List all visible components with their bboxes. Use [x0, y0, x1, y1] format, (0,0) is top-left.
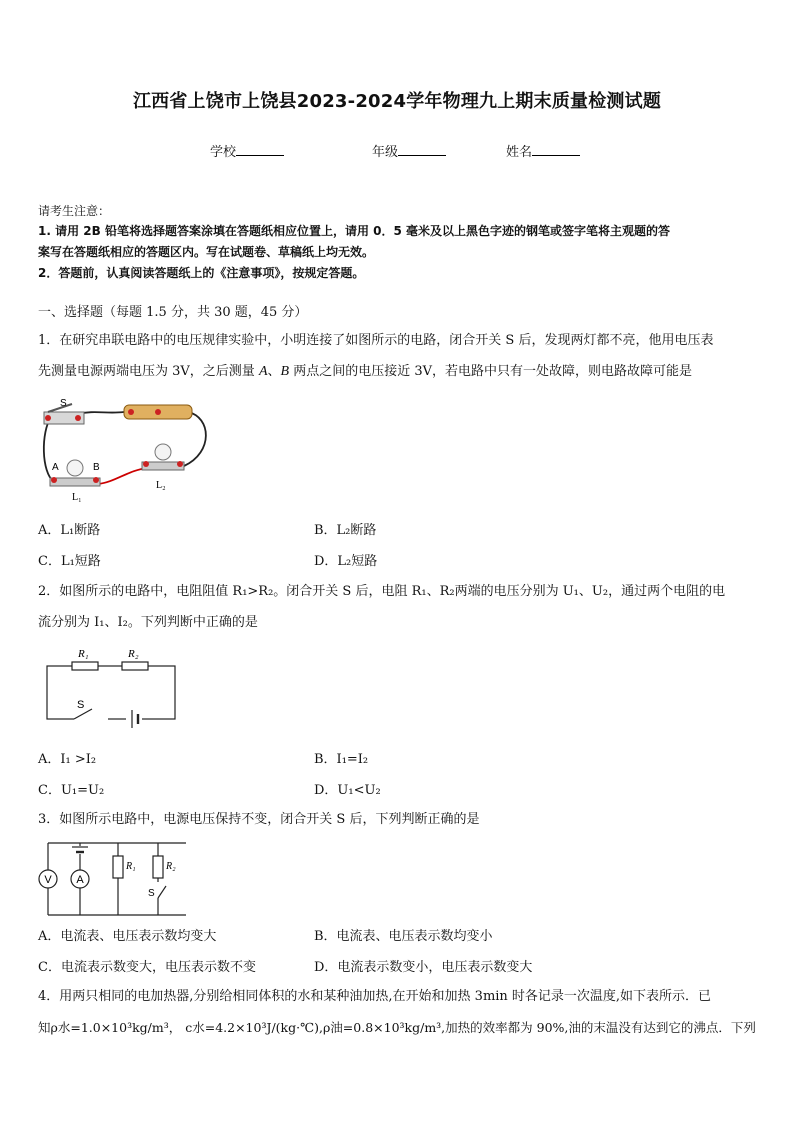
q3-fig-label-r2: R₂: [166, 861, 176, 872]
q1-option-a[interactable]: A．L₁断路: [38, 523, 101, 538]
q4-line2: 知ρ水=1.0×10³kg/m³， c水=4.2×10³J/(kg·℃),ρ油=0.8×10³kg/m³,加热的效率都为 90%,油的末温没有达到它的沸点．下列: [38, 1020, 756, 1035]
q3-line1: 3．如图所示电路中，电源电压保持不变，闭合开关 S 后，下列判断正确的是: [38, 812, 480, 827]
q2-option-d[interactable]: D．U₁<U₂: [314, 783, 381, 798]
q3-option-b[interactable]: B．电流表、电压表示数均变小: [314, 929, 493, 944]
name-label: 姓名: [506, 145, 533, 160]
notice-heading: 请考生注意：: [38, 204, 111, 218]
q3-option-c[interactable]: C．电流表示数变大，电压表示数不变: [38, 960, 256, 975]
q1-line2: 先测量电源两端电压为 3V，之后测量 A、B 两点之间的电压接近 3V，若电路中只有一处故障，则电路故障可能是: [38, 364, 693, 379]
q3-fig-ammeter: A: [76, 874, 84, 886]
grade-label: 年级: [372, 145, 399, 160]
q2-option-b[interactable]: B．I₁=I₂: [314, 752, 369, 767]
q2-option-a[interactable]: A．I₁ >I₂: [38, 752, 97, 767]
q1-line1: 1．在研究串联电路中的电压规律实验中，小明连接了如图所示的电路，闭合开关 S 后，发现两灯都不亮，他用电压表: [38, 333, 714, 348]
page-title: 江西省上饶市上饶县2023-2024学年物理九上期末质量检测试题: [132, 91, 662, 112]
q1-fig-label-l2: L₂: [156, 480, 166, 491]
q3-circuit-figure: [36, 836, 192, 920]
school-label: 学校: [210, 145, 237, 160]
q2-fig-label-s: S: [77, 699, 85, 711]
q2-option-c[interactable]: C．U₁=U₂: [38, 783, 105, 798]
section-heading: 一、选择题（每题 1.5 分，共 30 题，45 分）: [38, 305, 308, 320]
q1-circuit-figure: [36, 392, 216, 504]
name-field: [506, 141, 580, 160]
notice-item-2: 2．答题前，认真阅读答题纸上的《注意事项》，按规定答题。: [38, 266, 365, 280]
q2-fig-label-r2: R₂: [128, 648, 139, 660]
school-field: [210, 141, 284, 160]
notice-item-1b: 案写在答题纸相应的答题区内。写在试题卷、草稿纸上均无效。: [38, 245, 375, 259]
q3-fig-label-s: S: [148, 888, 155, 899]
q1-option-d[interactable]: D．L₂短路: [314, 554, 378, 569]
q3-option-a[interactable]: A．电流表、电压表示数均变大: [38, 929, 217, 944]
q3-fig-label-r1: R₁: [126, 861, 136, 872]
name-blank: [532, 143, 580, 156]
q3-option-d[interactable]: D．电流表示数变小，电压表示数变大: [314, 960, 533, 975]
notice-item-1a: 1. 请用 2B 铅笔将选择题答案涂填在答题纸相应位置上，请用 0．5 毫米及以上黑色字迹的钢笔或签字笔将主观题的答: [38, 224, 670, 238]
grade-blank: [398, 143, 446, 156]
q1-fig-label-a: A: [52, 462, 59, 473]
q1-option-b[interactable]: B．L₂断路: [314, 523, 377, 538]
q1-fig-label-l1: L₁: [72, 492, 82, 503]
q2-fig-label-r1: R₁: [78, 648, 89, 660]
school-blank: [236, 143, 284, 156]
grade-field: [372, 141, 446, 160]
q2-line1: 2．如图所示的电路中，电阻阻值 R₁>R₂。闭合开关 S 后，电阻 R₁、R₂两端的电压分别为 U₁、U₂，通过两个电阻的电: [38, 584, 726, 599]
q2-line2: 流分别为 I₁、I₂。下列判断中正确的是: [38, 615, 258, 630]
q1-fig-label-s: S: [60, 398, 67, 409]
q2-circuit-figure: [44, 644, 180, 728]
q1-option-c[interactable]: C．L₁短路: [38, 554, 101, 569]
q4-line1: 4．用两只相同的电加热器,分别给相同体积的水和某种油加热,在开始和加热 3min 时各记录一次温度,如下表所示．已: [38, 989, 712, 1004]
q1-fig-label-b: B: [93, 462, 100, 473]
q3-fig-voltmeter: V: [44, 874, 52, 886]
